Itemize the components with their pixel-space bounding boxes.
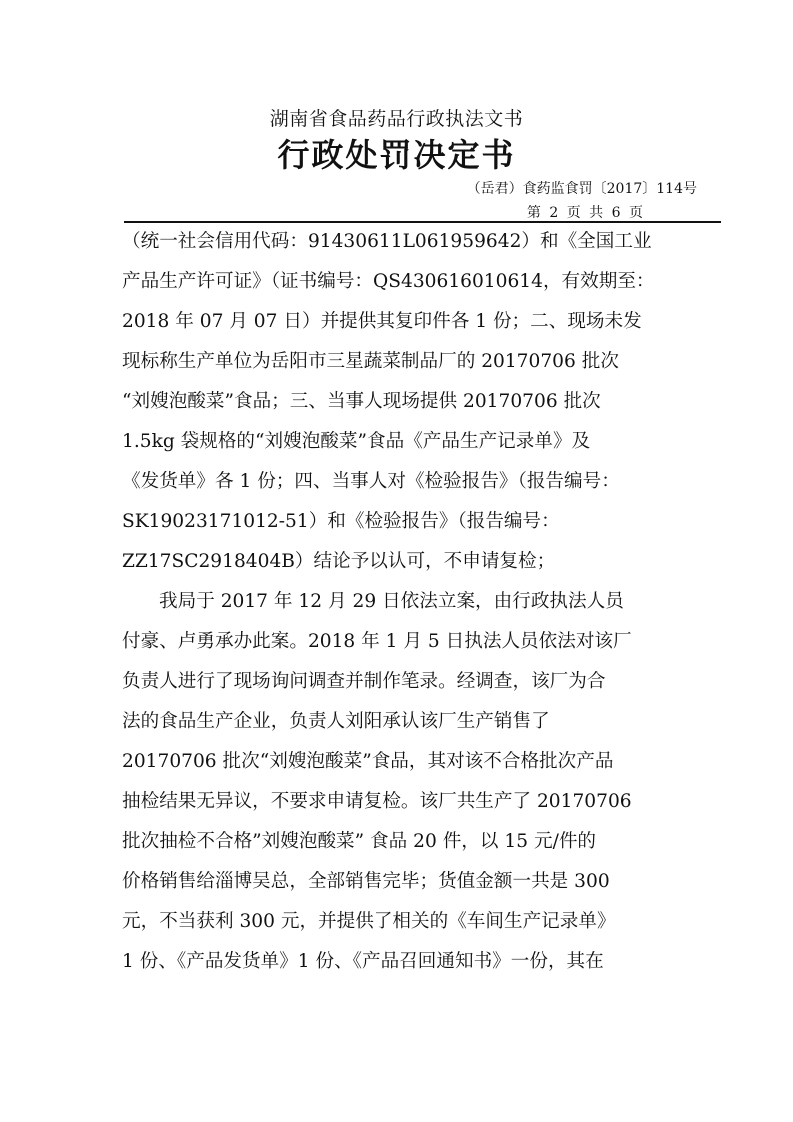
body-line: “刘嫂泡酸菜”食品；三、当事人现场提供 20170706 批次 <box>122 391 601 412</box>
body-line: 付豪、卢勇承办此案。2018 年 1 月 5 日执法人员依法对该厂 <box>122 631 632 652</box>
body-line: 产品生产许可证》（证书编号：QS430616010614，有效期至： <box>122 271 655 292</box>
document-title: 行政处罚决定书 <box>277 136 516 174</box>
page-info: 第 2 页 共 6 页 <box>526 205 643 221</box>
body-line: 抽检结果无异议，不要求申请复检。该厂共生产了 20170706 <box>122 791 632 812</box>
body-line: 1.5kg 袋规格的“刘嫂泡酸菜”食品《产品生产记录单》及 <box>122 431 591 452</box>
body-line: 元，不当获利 300 元，并提供了相关的《车间生产记录单》 <box>122 911 616 932</box>
body-line: SK19023171012-51）和《检验报告》（报告编号： <box>122 511 560 532</box>
body-line: 我局于 2017 年 12 月 29 日依法立案，由行政执法人员 <box>159 591 624 612</box>
body-line: 法的食品生产企业，负责人刘阳承认该厂生产销售了 <box>122 711 550 732</box>
body-line: 价格销售给淄博吴总，全部销售完毕；货值金额一共是 300 <box>122 871 610 892</box>
body-line: 批次抽检不合格”刘嫂泡酸菜” 食品 20 件，以 15 元/件的 <box>122 831 597 852</box>
body-line: 现标称生产单位为岳阳市三星蔬菜制品厂的 20170706 批次 <box>122 351 619 372</box>
document-number: （岳君）食药监食罚〔2017〕114号 <box>466 181 697 197</box>
body-line: 1 份、《产品发货单》1 份、《产品召回通知书》一份，其在 <box>122 951 604 972</box>
document-subtitle: 湖南省食品药品行政执法文书 <box>269 108 524 130</box>
body-line: 20170706 批次“刘嫂泡酸菜”食品，其对该不合格批次产品 <box>122 751 614 772</box>
body-line: 2018 年 07 月 07 日）并提供其复印件各 1 份；二、现场未发 <box>122 311 642 332</box>
body-line: 负责人进行了现场询问调查并制作笔录。经调查，该厂为合 <box>122 671 606 692</box>
body-line: （统一社会信用代码：91430611L061959642）和《全国工业 <box>122 231 652 252</box>
body-line: ZZ17SC2918404B）结论予以认可，不申请复检； <box>122 551 556 572</box>
document-body <box>122 222 686 982</box>
body-line: 《发货单》各 1 份；四、当事人对《检验报告》（报告编号： <box>122 471 620 492</box>
